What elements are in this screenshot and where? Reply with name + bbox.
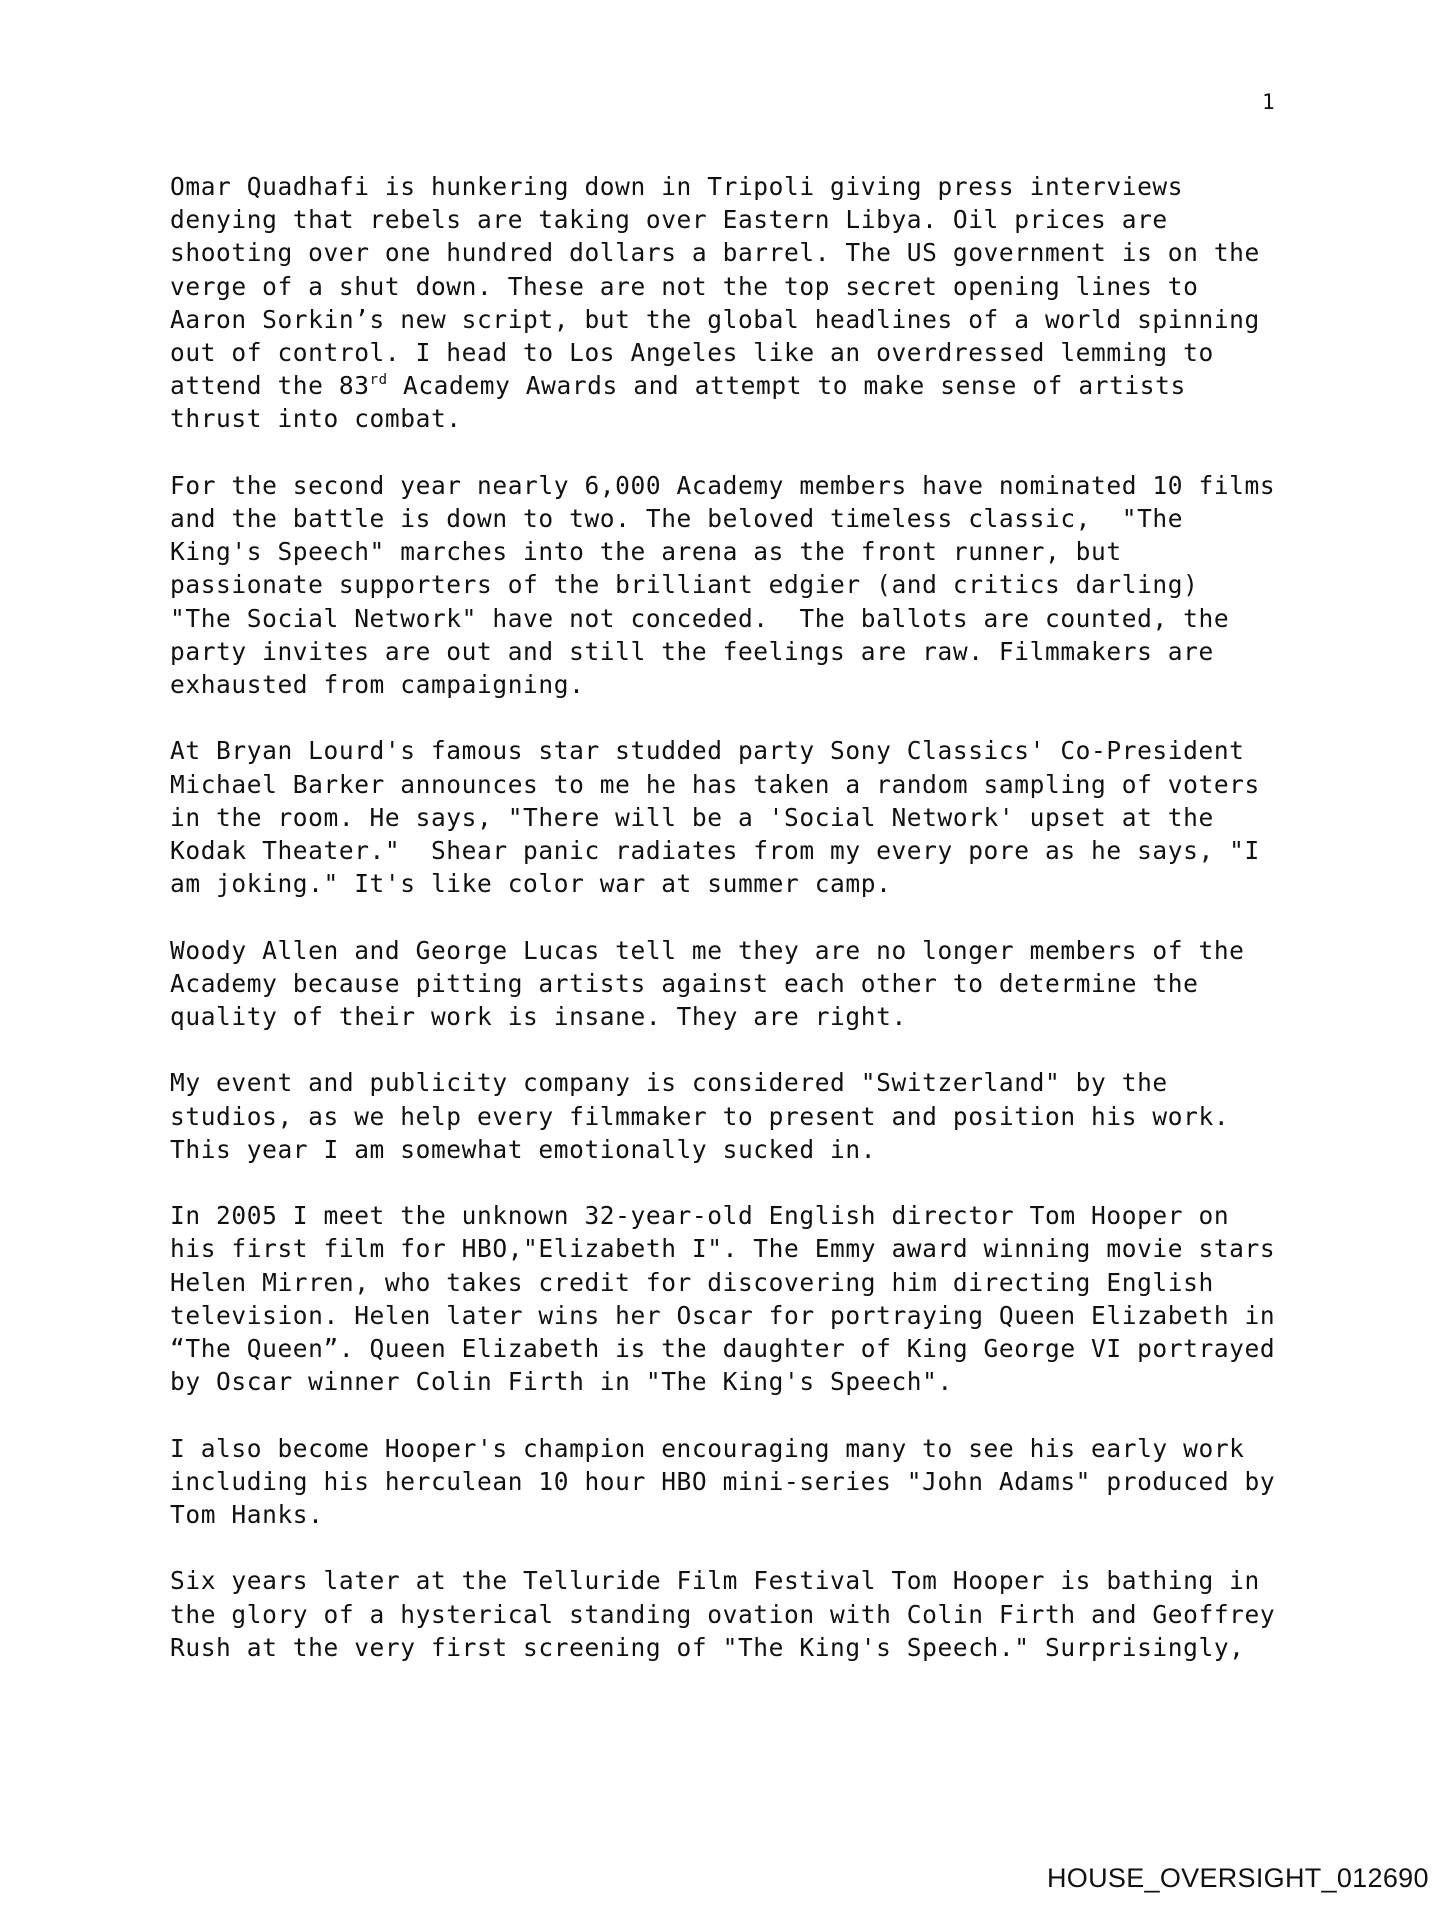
text-line: party invites are out and still the feelings are raw. Filmmakers are <box>170 636 1214 666</box>
text-line: exhausted from campaigning. <box>170 670 585 700</box>
document-body <box>170 170 1330 1697</box>
text-line: Woody Allen and George Lucas tell me they are no longer members of the <box>170 935 1245 965</box>
bates-stamp: HOUSE_OVERSIGHT_012690 <box>1047 1863 1429 1893</box>
text-line: “The Queen”. Queen Elizabeth is the daughter of King George VI portrayed <box>170 1334 1276 1364</box>
text-line: I also become Hooper's champion encouraging many to see his early work <box>170 1433 1245 1463</box>
text-line: am joking." It's like color war at summer camp. <box>170 869 892 899</box>
text-line: Rush at the very first screening of "The King's Speech." Surprisingly, <box>170 1632 1245 1662</box>
paragraph-1 <box>170 170 1330 436</box>
text-line: shooting over one hundred dollars a barrel. The US government is on the <box>170 238 1260 268</box>
text-line: Kodak Theater." Shear panic radiates from my every pore as he says, "I <box>170 836 1260 866</box>
text-line: Academy because pitting artists against each other to determine the <box>170 968 1199 998</box>
text-line: his first film for HBO,"Elizabeth I". The Emmy award winning movie stars <box>170 1234 1276 1264</box>
text-line: My event and publicity company is considered "Switzerland" by the <box>170 1068 1168 1098</box>
page-number: 1 <box>1262 90 1275 114</box>
text-line: Omar Quadhafi is hunkering down in Tripoli giving press interviews <box>170 172 1184 201</box>
text-line: quality of their work is insane. They are right. <box>170 1002 907 1032</box>
text-line: in the room. He says, "There will be a 'Social Network' upset at the <box>170 802 1214 832</box>
paragraph-3 <box>170 734 1330 900</box>
text-line: studios, as we help every filmmaker to present and position his work. <box>170 1101 1230 1131</box>
text-line: Six years later at the Telluride Film Festival Tom Hooper is bathing in <box>170 1566 1260 1596</box>
text-segment: attend the 83 <box>170 371 370 401</box>
text-line: "The Social Network" have not conceded. The ballots are counted, the <box>170 603 1230 633</box>
text-line: television. Helen later wins her Oscar for portraying Queen Elizabeth in <box>170 1300 1276 1330</box>
paragraph-8 <box>170 1564 1330 1664</box>
text-line: by Oscar winner Colin Firth in "The King's Speech". <box>170 1367 953 1397</box>
text-line: Aaron Sorkin’s new script, but the global headlines of a world spinning <box>170 304 1260 334</box>
text-line: King's Speech" marches into the arena as the front runner, but <box>170 537 1122 567</box>
text-line: the glory of a hysterical standing ovation with Colin Firth and Geoffrey <box>170 1599 1276 1629</box>
text-line: thrust into combat. <box>170 404 462 434</box>
text-line: verge of a shut down. These are not the top secret opening lines to <box>170 271 1199 301</box>
paragraph-2 <box>170 469 1330 701</box>
text-line: In 2005 I meet the unknown 32-year-old English director Tom Hooper on <box>170 1201 1230 1231</box>
text-line: including his herculean 10 hour HBO mini-series "John Adams" produced by <box>170 1466 1276 1496</box>
text-line: For the second year nearly 6,000 Academy members have nominated 10 films <box>170 470 1276 500</box>
text-line: Tom Hanks. <box>170 1500 324 1530</box>
text-line: Helen Mirren, who takes credit for discovering him directing English <box>170 1267 1214 1297</box>
text-line: At Bryan Lourd's famous star studded party Sony Classics' Co-President <box>170 736 1245 766</box>
paragraph-6 <box>170 1199 1330 1398</box>
text-line-with-superscript <box>170 369 1330 402</box>
paragraph-5 <box>170 1066 1330 1166</box>
text-line: This year I am somewhat emotionally sucked in. <box>170 1134 877 1164</box>
text-line: out of control. I head to Los Angeles like an overdressed lemming to <box>170 338 1214 368</box>
ordinal-superscript: rd <box>369 372 388 389</box>
text-segment: Academy Awards and attempt to make sense of artists <box>387 371 1186 401</box>
text-line: Michael Barker announces to me he has taken a random sampling of voters <box>170 769 1260 799</box>
paragraph-4 <box>170 934 1330 1034</box>
text-line: denying that rebels are taking over Eastern Libya. Oil prices are <box>170 205 1168 235</box>
paragraph-7 <box>170 1432 1330 1532</box>
text-line: and the battle is down to two. The beloved timeless classic, "The <box>170 504 1184 534</box>
text-line: passionate supporters of the brilliant edgier (and critics darling) <box>170 570 1199 600</box>
